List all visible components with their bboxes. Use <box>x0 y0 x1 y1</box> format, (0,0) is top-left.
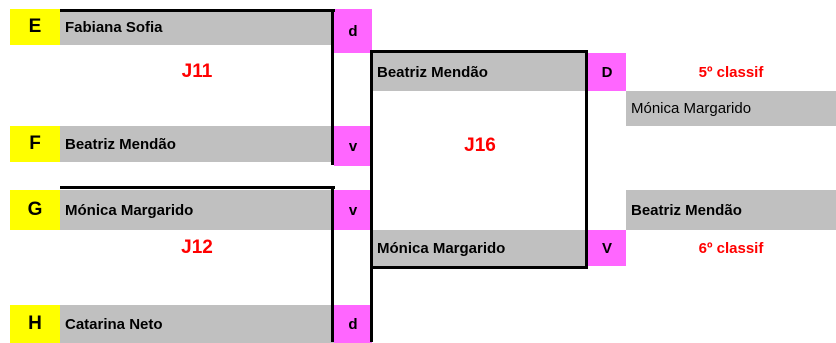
result-j11-top: d <box>334 9 372 53</box>
seed-e: E <box>10 9 60 45</box>
bracket-line <box>331 186 334 342</box>
bracket-line <box>372 266 588 269</box>
placing-sixth-label: 6º classif <box>698 239 764 257</box>
player-beatriz-mendao: Beatriz Mendão <box>60 126 334 162</box>
game-label-j12: J12 <box>181 237 213 258</box>
result-j12-top: v <box>334 190 372 230</box>
placing-sixth-player: Beatriz Mendão <box>626 190 836 230</box>
bracket-line <box>372 50 588 53</box>
player-monica-margarido: Mónica Margarido <box>60 190 334 230</box>
player-fabiana-sofia: Fabiana Sofia <box>60 9 334 45</box>
result-j12-bottom: d <box>334 305 372 343</box>
result-j16-top: D <box>588 53 626 91</box>
result-j16-bottom: V <box>588 230 626 266</box>
player-catarina-neto: Catarina Neto <box>60 305 334 343</box>
seed-f: F <box>10 126 60 162</box>
placing-fifth-label: 5º classif <box>698 63 764 81</box>
player-j16-top: Beatriz Mendão <box>372 53 588 91</box>
bracket-line <box>60 186 335 189</box>
result-j11-bottom: v <box>334 126 372 166</box>
seed-h: H <box>10 305 60 343</box>
seed-g: G <box>10 190 60 230</box>
bracket-line <box>331 9 334 165</box>
player-j16-bottom: Mónica Margarido <box>372 230 588 266</box>
bracket-line <box>585 50 588 267</box>
game-label-j16: J16 <box>464 135 496 156</box>
placing-fifth-player: Mónica Margarido <box>626 91 836 126</box>
bracket-line <box>60 9 335 12</box>
bracket-connector-line <box>370 50 373 342</box>
game-label-j11: J11 <box>181 61 213 82</box>
